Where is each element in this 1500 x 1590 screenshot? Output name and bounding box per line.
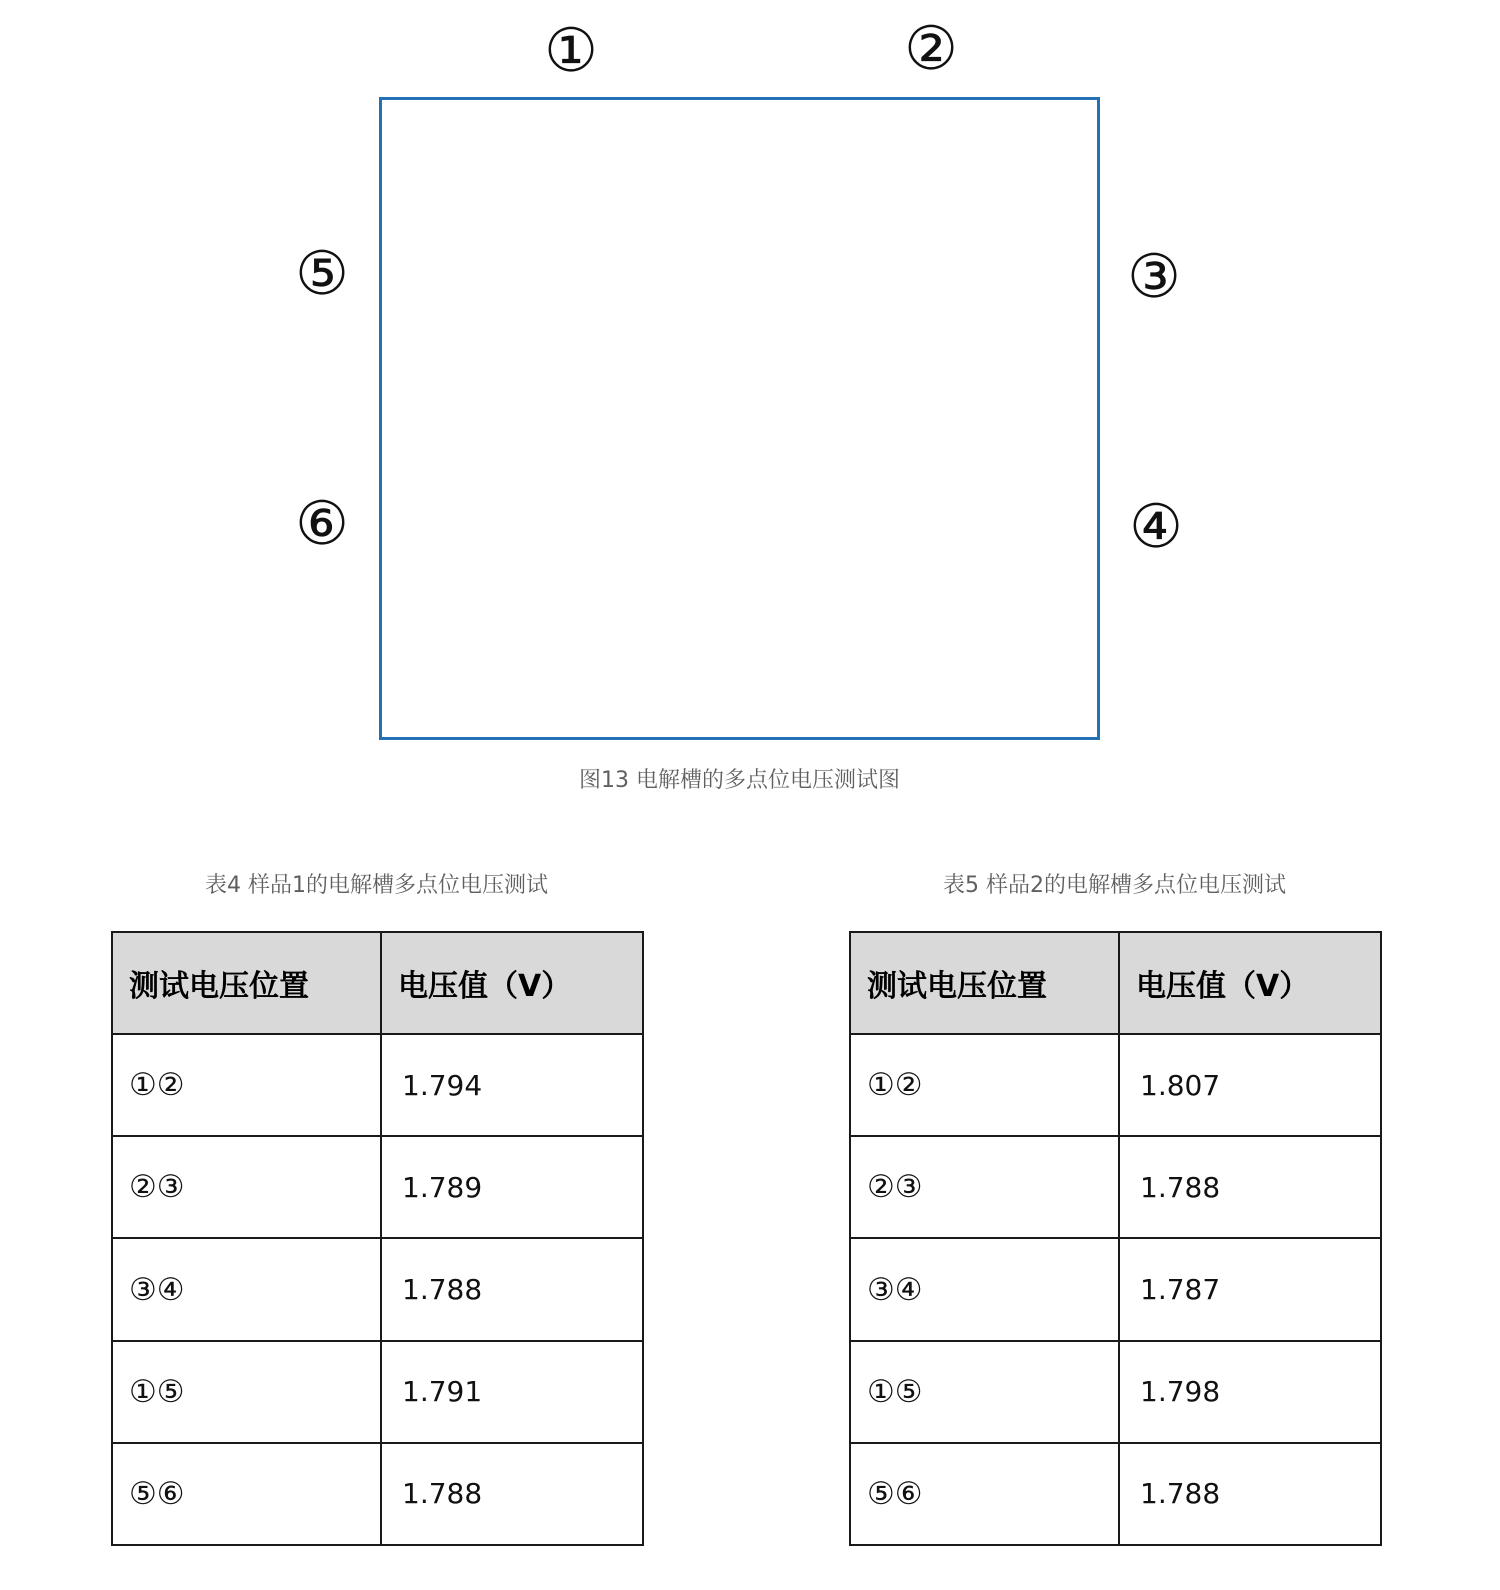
table-row [850, 1341, 1381, 1443]
electrolyzer-outline [379, 97, 1100, 740]
table5-row2-value: 1.788 [1119, 1136, 1381, 1238]
table5-row5-position: ⑤⑥ [850, 1443, 1119, 1545]
table4-sample1 [111, 931, 644, 1546]
table-row [850, 1136, 1381, 1238]
table5-col-position-header: 测试电压位置 [850, 932, 1119, 1034]
table5-row1-value: 1.807 [1119, 1034, 1381, 1136]
table4-caption: 表4 样品1的电解槽多点位电压测试 [205, 873, 548, 898]
table5-row4-value: 1.798 [1119, 1341, 1381, 1443]
table5-header-row [850, 932, 1381, 1034]
table5-row2-position: ②③ [850, 1136, 1119, 1238]
table5-row1-position: ①② [850, 1034, 1119, 1136]
table5-row4-position: ①⑤ [850, 1341, 1119, 1443]
table4-row4-value: 1.791 [381, 1341, 643, 1443]
table4-row4-position: ①⑤ [112, 1341, 381, 1443]
table5-caption: 表5 样品2的电解槽多点位电压测试 [943, 873, 1286, 898]
table4-row2-value: 1.789 [381, 1136, 643, 1238]
table4-row2-position: ②③ [112, 1136, 381, 1238]
table5 [849, 931, 1382, 1546]
table4-col-position-header: 测试电压位置 [112, 932, 381, 1034]
table4-row3-value: 1.788 [381, 1238, 643, 1340]
probe-marker-1: ① [544, 16, 598, 86]
table-row [112, 1341, 643, 1443]
table5-sample2 [849, 931, 1382, 1546]
table5-col-value-header: 电压值（V） [1119, 932, 1381, 1034]
table-row [850, 1034, 1381, 1136]
probe-marker-3: ③ [1127, 242, 1181, 312]
table4-row1-position: ①② [112, 1034, 381, 1136]
table-row [850, 1443, 1381, 1545]
table-row [850, 1238, 1381, 1340]
probe-marker-5: ⑤ [295, 239, 349, 309]
probe-marker-4: ④ [1129, 492, 1183, 562]
probe-marker-2: ② [904, 14, 958, 84]
table4-row3-position: ③④ [112, 1238, 381, 1340]
table4-row5-position: ⑤⑥ [112, 1443, 381, 1545]
table-row [112, 1034, 643, 1136]
table5-row3-position: ③④ [850, 1238, 1119, 1340]
figure-caption: 图13 电解槽的多点位电压测试图 [579, 768, 900, 793]
table4-col-value-header: 电压值（V） [381, 932, 643, 1034]
table4-row5-value: 1.788 [381, 1443, 643, 1545]
table4-header-row [112, 932, 643, 1034]
table-row [112, 1443, 643, 1545]
table5-row3-value: 1.787 [1119, 1238, 1381, 1340]
table-row [112, 1136, 643, 1238]
table4 [111, 931, 644, 1546]
table4-row1-value: 1.794 [381, 1034, 643, 1136]
table-row [112, 1238, 643, 1340]
probe-marker-6: ⑥ [295, 489, 349, 559]
table5-row5-value: 1.788 [1119, 1443, 1381, 1545]
